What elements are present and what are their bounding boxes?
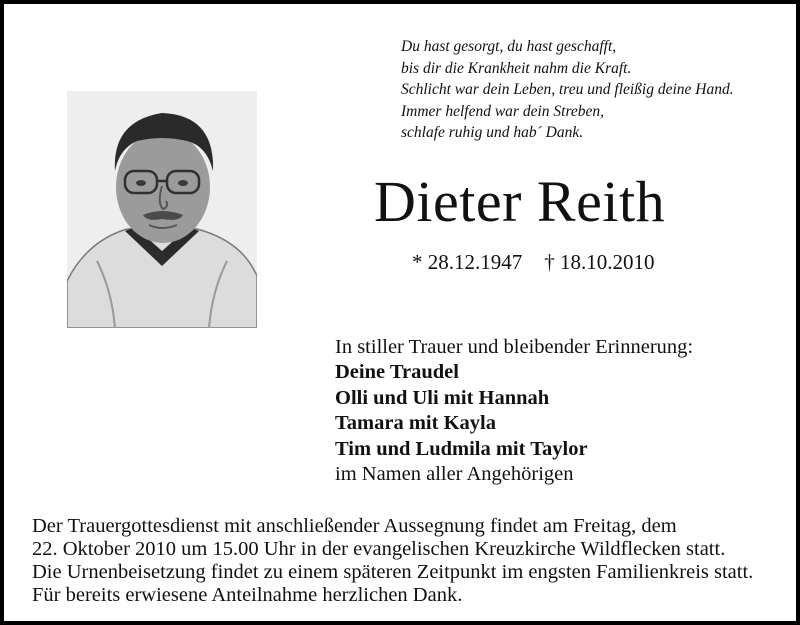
notice-line: Für bereits erwiesene Anteilnahme herzlichen Dank.: [32, 584, 463, 606]
poem-line: bis dir die Krankheit nahm die Kraft.: [401, 59, 632, 77]
mourners-closing: im Namen aller Angehörigen: [335, 463, 574, 486]
notice-line: Die Urnenbeisetzung findet zu einem späteren Zeitpunkt im engsten Familienkreis statt.: [32, 561, 754, 583]
mourners-block: [335, 335, 693, 487]
death-date: † 18.10.2010: [544, 250, 655, 274]
notice-line: 22. Oktober 2010 um 15.00 Uhr in der evangelischen Kreuzkirche Wildflecken statt.: [32, 538, 726, 560]
mourners-intro: In stiller Trauer und bleibender Erinnerung:: [335, 336, 694, 358]
mourner-name: Olli und Uli mit Hannah: [335, 386, 550, 409]
mourner-name: Tamara mit Kayla: [335, 412, 496, 435]
poem: [401, 36, 734, 144]
portrait-image: [67, 91, 257, 328]
mourner-name: Deine Traudel: [335, 361, 459, 384]
portrait-photo: [67, 91, 257, 328]
notice-line: Der Trauergottesdienst mit anschließender Aussegnung findet am Freitag, dem: [32, 515, 677, 537]
birth-date: * 28.12.1947: [412, 250, 523, 274]
deceased-name: Dieter Reith: [374, 169, 666, 234]
poem-line: Immer helfend war dein Streben,: [401, 102, 605, 120]
poem-line: Schlicht war dein Leben, treu und fleißig deine Hand.: [401, 81, 734, 98]
mourner-name: Tim und Ludmila mit Taylor: [335, 437, 588, 460]
life-dates: [412, 248, 655, 276]
service-notice: [32, 515, 753, 607]
poem-line: Du hast gesorgt, du hast geschafft,: [401, 38, 617, 55]
poem-line: schlafe ruhig und hab´ Dank.: [401, 124, 584, 141]
